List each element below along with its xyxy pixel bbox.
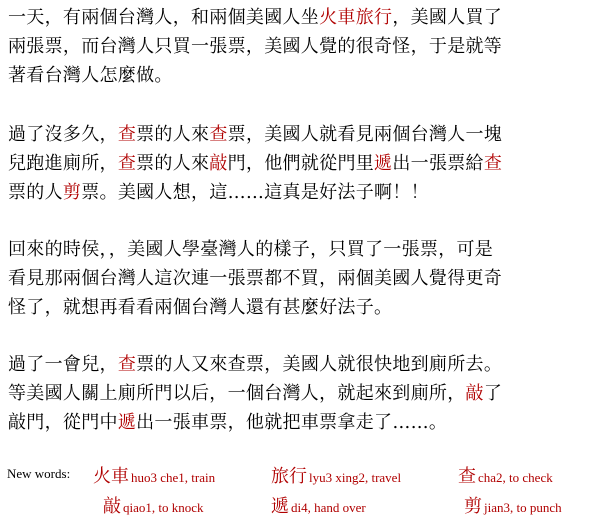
text-segment: 出一張車票，他就把車票拿走了……。 [136,412,448,433]
vocab-gloss: lyu3 xing2, travel [309,470,402,485]
text-segment: 回來的時侯，，美國人學臺灣人的樣子，只買了一張票，可是 [8,239,494,260]
text-segment: 一天，有兩個台灣人，和兩個美國人坐 [8,7,320,28]
text-segment: 了 [483,383,503,404]
highlighted-word: 敲 [465,383,484,404]
text-segment: 票。美國人想，這……這真是好法子啊！！ [81,182,429,203]
text-segment: 著看台灣人怎麼做。 [8,65,173,86]
text-segment: 票的人又來查票，美國人就很快地到廁所去。 [136,354,503,375]
text-segment: 票的人來 [136,153,210,174]
text-line [8,264,592,293]
highlighted-word: 查 [117,124,137,145]
vocab-item [271,462,401,488]
paragraph-4 [8,350,592,437]
highlighted-word: 查 [117,153,137,174]
vocab-term: 敲 [103,496,121,517]
text-segment: ，美國人買了 [392,7,503,28]
highlighted-word: 查 [209,124,228,145]
vocab-term: 查 [458,466,476,487]
highlighted-word: 敲 [209,153,228,174]
vocab-item [458,462,553,488]
vocabulary-list [7,462,593,522]
highlighted-word: 遞 [117,412,137,433]
text-segment: 兩張票，而台灣人只買一張票，美國人覺的很奇怪，于是就等 [8,36,503,57]
text-segment: 票的人來 [136,124,210,145]
text-segment: 出一張票給 [392,153,484,174]
text-segment: 怪了，就想再看看兩個台灣人還有甚麼好法子。 [8,297,393,318]
vocab-gloss: qiao1, to knock [123,500,204,515]
text-line [8,32,592,61]
text-segment: 票，美國人就看見兩個台灣人一塊 [227,124,503,145]
vocab-item [103,492,204,518]
text-line [8,149,592,178]
vocab-item [271,492,366,518]
text-segment: 門，他們就從門里 [227,153,375,174]
highlighted-word: 剪 [62,182,82,203]
text-line [8,293,592,322]
text-line [8,350,592,379]
text-line [8,235,592,264]
text-line [8,408,592,437]
vocab-term: 剪 [464,496,482,517]
vocab-gloss: cha2, to check [478,470,553,485]
highlighted-word: 火車旅行 [319,7,393,28]
text-segment: 票的人 [8,182,63,203]
vocab-gloss: jian3, to punch [484,500,562,515]
vocab-term: 遞 [271,496,289,517]
paragraph-1 [8,3,592,90]
vocab-item [93,462,215,488]
text-line [8,61,592,90]
text-segment: 兒跑進廁所， [8,153,118,174]
text-segment: 過了一會兒， [8,354,118,375]
highlighted-word: 查 [117,354,137,375]
vocab-term: 火車 [93,466,129,487]
paragraph-3 [8,235,592,322]
vocab-term: 旅行 [271,466,307,487]
text-line [8,178,592,207]
highlighted-word: 查 [483,153,503,174]
highlighted-word: 遞 [374,153,393,174]
vocab-gloss: di4, hand over [291,500,366,515]
text-segment: 看見那兩個台灣人這次連一張票都不買，兩個美國人覺得更奇 [8,268,503,289]
paragraph-2 [8,120,592,207]
text-line [8,120,592,149]
text-segment: 過了沒多久， [8,124,118,145]
text-segment: 等美國人關上廁所門以后，一個台灣人，就起來到廁所， [8,383,466,404]
text-segment: 敲門，從門中 [8,412,118,433]
text-line [8,379,592,408]
vocabulary-label: New words: [7,466,71,481]
vocab-item [464,492,562,518]
vocab-gloss: huo3 che1, train [131,470,216,485]
text-line [8,3,592,32]
